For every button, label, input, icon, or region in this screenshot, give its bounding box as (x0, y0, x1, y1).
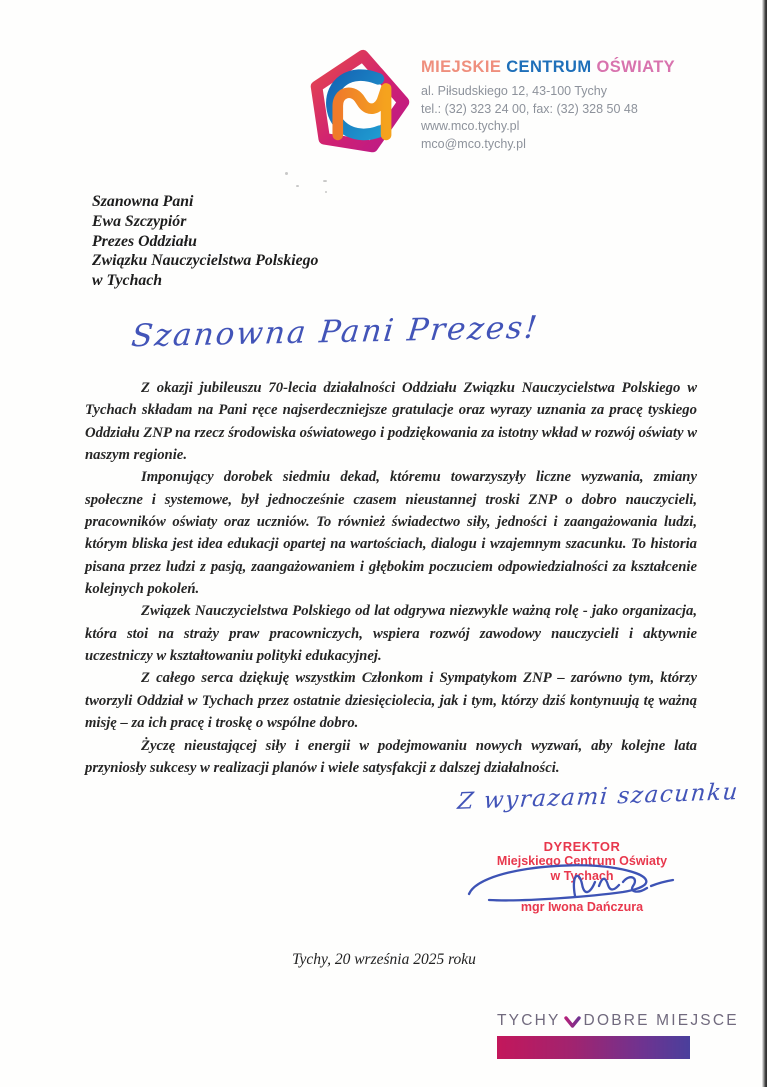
stamp-org: Miejskiego Centrum Oświaty (496, 854, 668, 868)
footer-brand-left: TYCHY (497, 1012, 561, 1029)
org-name-centrum: CENTRUM (506, 58, 592, 76)
letter-body (85, 377, 697, 779)
stamp-city: w Tychach (550, 868, 614, 883)
date-line: Tychy, 20 września 2025 roku (292, 951, 476, 968)
recipient-line: Związku Nauczycielstwa Polskiego (92, 252, 319, 270)
handwritten-greeting: Szanowna Pani Prezes! (129, 309, 541, 355)
body-paragraph: Z okazji jubileuszu 70-lecia działalności Oddziału Związku Nauczycielstwa Polskiego w Tychach składam na Pani ręce najserdeczniejsze gratulacje oraz wyrazy uznania za pracę tyskiego Oddziału ZNP na rzecz środowiska oświatowego i podziękowania za istotny wkład w rozwój oświaty w naszym regionie. (85, 380, 697, 464)
footer-brand-line (497, 1012, 739, 1030)
org-name-oswiaty: OŚWIATY (596, 58, 676, 76)
org-phone: tel.: (32) 323 24 00, fax: (32) 328 50 48 (421, 101, 638, 116)
footer-brand (497, 1012, 739, 1059)
recipient-block (92, 192, 318, 291)
scan-speck (323, 180, 327, 182)
handwritten-closing: Z wyrazami szacunku (456, 779, 741, 815)
body-paragraph: Związek Nauczycielstwa Polskiego od lat odgrywa niezwykle ważną rolę - jako organizacja, która stoi na straży praw pracowniczych, wspiera rozwój zawodowy nauczycieli i aktywnie uczestniczy w kształtowaniu polityki edukacyjnej. (85, 603, 697, 665)
footer-brand-right: DOBRE MIEJSCE (583, 1012, 739, 1029)
org-name (421, 58, 721, 77)
scan-speck (296, 185, 299, 187)
recipient-line: Ewa Szczypiór (92, 212, 187, 230)
mco-logo-icon (303, 44, 417, 162)
recipient-line: Szanowna Pani (92, 193, 194, 210)
scan-speck (285, 172, 288, 175)
stamp-signer-name: mgr Iwona Dańczura (520, 900, 644, 914)
body-paragraph: Życzę nieustającej siły i energii w podejmowaniu nowych wyzwań, aby kolejne lata przyniosły sukcesy w realizacji planów i wiele satysfakcji z dalszej działalności. (85, 737, 697, 776)
org-address: al. Piłsudskiego 12, 43-100 Tychy (421, 84, 607, 98)
scan-speck (325, 191, 327, 193)
org-name-miejskie: MIEJSKIE (421, 58, 502, 76)
checkmark-icon (564, 1016, 581, 1029)
org-email: mco@mco.tychy.pl (421, 136, 526, 151)
scan-edge-artifact (762, 0, 767, 1087)
footer-gradient-bar (497, 1036, 690, 1059)
handwritten-signature (455, 856, 690, 918)
org-website: www.mco.tychy.pl (421, 119, 520, 133)
recipient-line: w Tychach (92, 272, 163, 290)
letterhead-text (421, 58, 721, 152)
recipient-line: Prezes Oddziału (92, 232, 197, 250)
body-paragraph: Z całego serca dziękuję wszystkim Członkom i Sympatykom ZNP – zarówno tym, którzy tworzyli Oddział w Tychach przez ostatnie dziesięciolecia, jak i tym, którzy dziś kontynuują tę ważną misję – za ich pracę i troskę o wspólne dobro. (85, 670, 697, 732)
body-paragraph: Imponujący dorobek siedmiu dekad, któremu towarzyszyły liczne wyzwania, zmiany społeczne i systemowe, był jednocześnie czasem nieustannej troski ZNP o dobro nauczycieli, pracowników oświaty oraz uczniów. To również świadectwo siły, jedności i zaangażowania ludzi, którym bliska jest idea edukacji opartej na wartościach, dialogu i wzajemnym szacunku. To historia pisana przez ludzi z pasją, zaangażowaniem i głębokim poczuciem odpowiedzialności za kształcenie kolejnych pokoleń. (85, 469, 697, 598)
stamp-title: DYREKTOR (543, 839, 621, 854)
